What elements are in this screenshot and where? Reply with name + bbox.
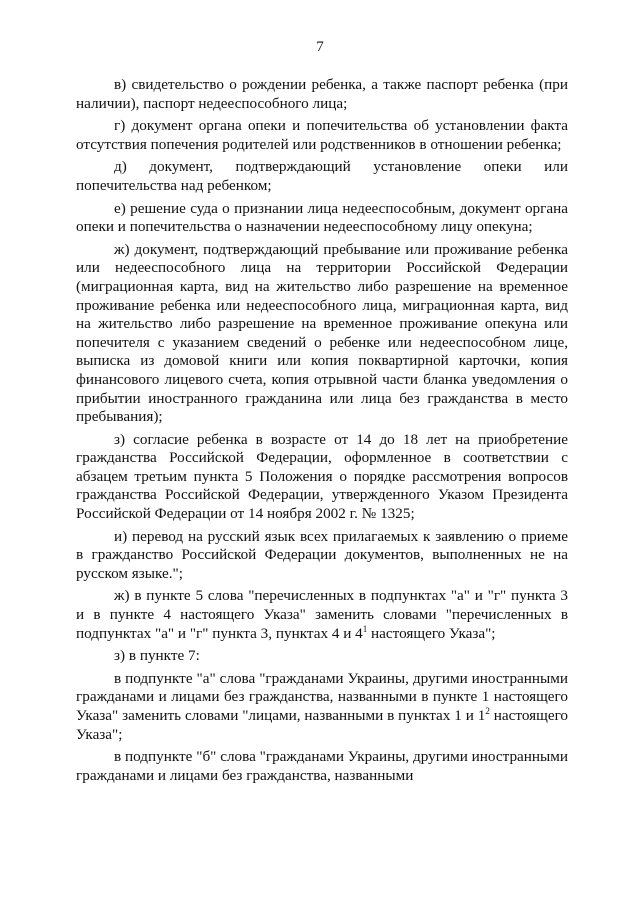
paragraph-z: з) согласие ребенка в возрасте от 14 до 18 лет на приобретение гражданства Российской Федерации, оформленное в соответствии с абзацем третьим пункта 5 Положения о порядке рассмотрения вопросов гражданства Российской Федерации, утвержденного Указом Президента Российской Федерации от 14 ноября 2002 г. № 1325; bbox=[76, 430, 568, 523]
paragraph-amend-zh-text: ж) в пункте 5 слова "перечисленных в подпунктах "а" и "г" пункта 3 и в пункте 4 настоящего Указа" заменить словами "перечисленных в подпунктах "а" и "г" пункта 3, пунктах 4 и 4 bbox=[76, 587, 568, 642]
paragraph-e: е) решение суда о признании лица недееспособным, документ органа опеки и попечительства о назначении недееспособному лицу опекуна; bbox=[76, 199, 568, 236]
paragraph-amend-zh-tail: настоящего Указа"; bbox=[367, 624, 496, 642]
paragraph-i: и) перевод на русский язык всех прилагаемых к заявлению о приеме в гражданство Российской Федерации документов, выполненных не на русском языке."; bbox=[76, 527, 568, 582]
paragraph-subpoint-a-text: в подпункте "а" слова "гражданами Украины, другими иностранными гражданами и лицами без гражданства, названными в пункте 1 настоящего Указа" заменить словами "лицами, названными в пунктах 1 и 1 bbox=[76, 669, 568, 724]
superscript: 2 bbox=[485, 705, 490, 716]
page-number: 7 bbox=[316, 39, 324, 55]
paragraph-subpoint-b: в подпункте "б" слова "гражданами Украины, другими иностранными гражданами и лицами без гражданства, названными bbox=[76, 748, 568, 784]
paragraph-amend-zh bbox=[76, 587, 568, 643]
document-body bbox=[76, 76, 568, 789]
paragraph-subpoint-a bbox=[76, 670, 568, 744]
superscript: 1 bbox=[362, 623, 368, 634]
paragraph-zh: ж) документ, подтверждающий пребывание или проживание ребенка или недееспособного лица на территории Российской Федерации (миграционная карта, вид на жительство либо разрешение на временное проживание ребенка или недееспособного лица, миграционная карта, вид на жительство либо разрешение на временное проживание опекуна или попечителя с указанием сведений о ребенке или недееспособном лице, выписка из домовой книги или копия поквартирной карточки, копия финансового лицевого счета, копия отрывной части бланка уведомления о прибытии иностранного гражданина или лица без гражданства в место пребывания); bbox=[76, 240, 568, 426]
paragraph-v: в) свидетельство о рождении ребенка, а также паспорт ребенка (при наличии), паспорт недееспособного лица; bbox=[76, 76, 568, 112]
paragraph-g: г) документ органа опеки и попечительства об установлении факта отсутствия попечения родителей или родственников в отношении ребенка; bbox=[76, 117, 568, 153]
paragraph-subpoint-a-tail: настоящего Указа"; bbox=[76, 707, 569, 743]
paragraph-d: д) документ, подтверждающий установление опеки или попечительства над ребенком; bbox=[76, 158, 568, 194]
paragraph-amend-z: з) в пункте 7: bbox=[114, 647, 200, 665]
